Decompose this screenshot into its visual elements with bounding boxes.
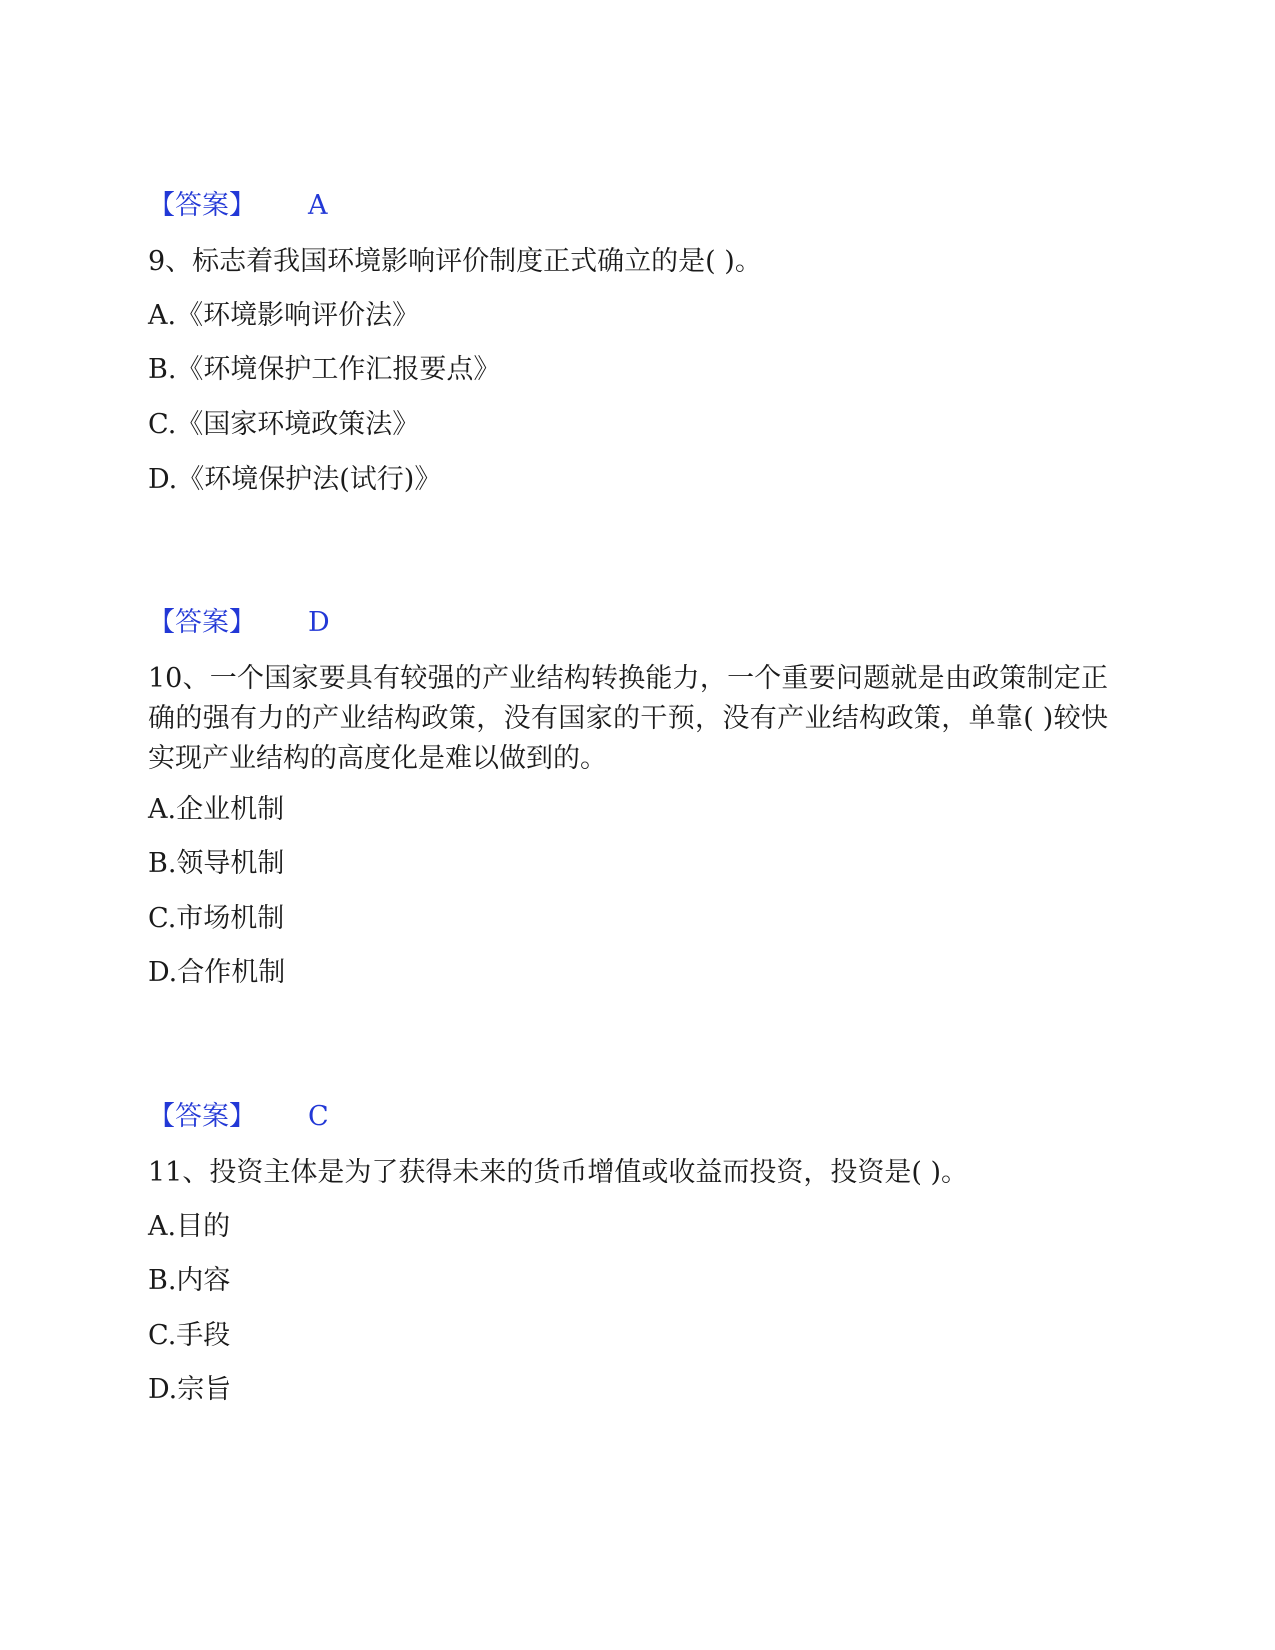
answer-line <box>148 605 330 641</box>
answer-line <box>148 188 328 224</box>
question-text: 9、标志着我国环境影响评价制度正式确立的是( )。 <box>148 246 762 277</box>
answer-line <box>148 1099 329 1135</box>
answer-value: D <box>308 607 330 638</box>
question-text: 10、一个国家要具有较强的产业结构转换能力，一个重要问题就是由政策制定正确的强有力的产业结构政策，没有国家的干预，没有产业结构政策，单靠( )较快实现产业结构的高度化是难以做到的。 <box>148 663 1108 774</box>
option-b: B.《环境保护工作汇报要点》 <box>148 354 501 385</box>
answer-label: 【答案】 <box>148 1101 256 1132</box>
option-d: D.《环境保护法(试行)》 <box>148 464 442 495</box>
option-c: C.手段 <box>148 1320 231 1351</box>
option-c: C.市场机制 <box>148 903 285 934</box>
option-a: A.《环境影响评价法》 <box>148 300 420 331</box>
answer-value: C <box>308 1101 329 1132</box>
option-d: D.宗旨 <box>148 1374 232 1405</box>
answer-label: 【答案】 <box>148 607 256 638</box>
option-b: B.领导机制 <box>148 848 285 879</box>
option-a: A.目的 <box>148 1211 231 1242</box>
question-text: 11、投资主体是为了获得未来的货币增值或收益而投资，投资是( )。 <box>148 1157 969 1188</box>
option-d: D.合作机制 <box>148 957 286 988</box>
answer-value: A <box>308 190 328 221</box>
option-b: B.内容 <box>148 1265 231 1296</box>
option-a: A.企业机制 <box>148 794 285 825</box>
option-c: C.《国家环境政策法》 <box>148 409 420 440</box>
answer-label: 【答案】 <box>148 190 256 221</box>
